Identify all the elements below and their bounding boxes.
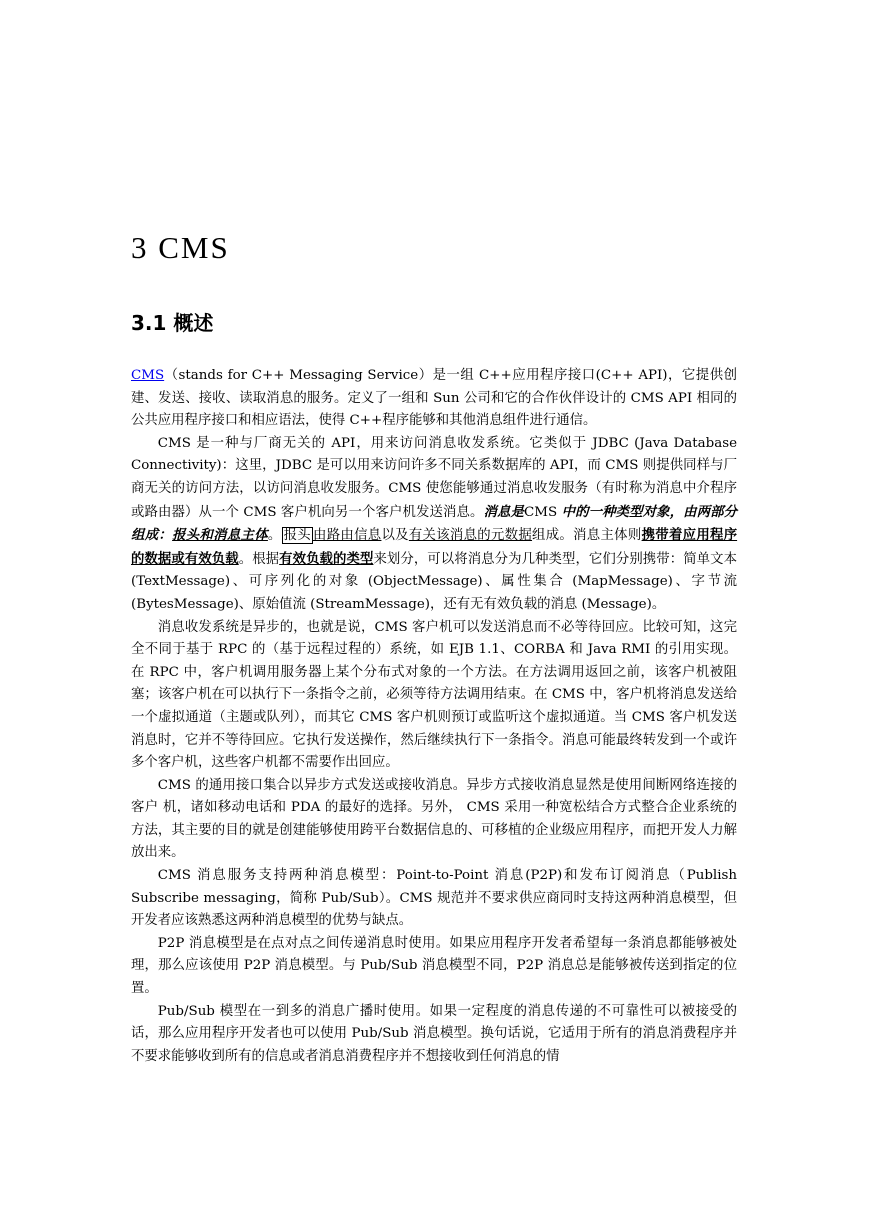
intro-text: （stands for C++ Messaging Service）是一组 C++应用程序接口(C++ API)，它提供创建、发送、接收、读取消息的服务。定义了一组和 Sun 公司和它的合作伙伴设计的 CMS API 相同的公共应用程序接口和相应语法，使得 C++程序能够和其他消息组件进行通信。 <box>131 368 737 429</box>
body-text <box>131 365 737 1068</box>
emphasis-underlined-text: 报头和消息主体 <box>172 527 268 544</box>
emphasis-text: 中的一种类型对象，由两部分组成： <box>131 503 738 544</box>
text-run: 以及 <box>381 528 409 544</box>
cms-link[interactable]: CMS <box>131 368 165 383</box>
section-title: 3.1 概述 <box>131 311 214 335</box>
paragraph-intro <box>131 365 737 433</box>
paragraph-async: 消息收发系统是异步的，也就是说，CMS 客户机可以发送消息而不必等待回应。比较可知，这完全不同于基于 RPC 的（基于远程过程的）系统，如 EJB 1.1、CORBA 和 Java RMI 的引用实现。在 RPC 中，客户机调用服务器上某个分布式对象的一个方法。在方法调用返回之前，该客户机被阻塞；该客户机在可以执行下一条指令之前，必须等待方法调用结束。在 CMS 中，客户机将消息发送给一个虚拟通道（主题或队列），而其它 CMS 客户机则预订或监听这个虚拟通道。当 CMS 客户机发送消息时，它并不等待回应。它执行发送操作，然后继续执行下一条指令。消息可能最终转发到一个或许多个客户机，这些客户机都不需要作出回应。 <box>131 619 737 771</box>
paragraph-models: CMS 消息服务支持两种消息模型：Point-to-Point 消息(P2P)和发布订阅消息（Publish Subscribe messaging，简称 Pub/Sub）。CMS 规范并不要求供应商同时支持这两种消息模型，但开发者应该熟悉这两种消息模型的优势与缺点。 <box>131 868 737 929</box>
bold-underlined-text: 携带着应用程序的数据或有效负载 <box>131 527 738 567</box>
paragraph-cms-api <box>131 433 737 617</box>
bold-underlined-text: 有效负载的类型 <box>279 550 374 567</box>
paragraph-pubsub: Pub/Sub 模型在一到多的消息广播时使用。如果一定程度的消息传递的不可靠性可以被接受的话，那么应用程序开发者也可以使用 Pub/Sub 消息模型。换句话说，它适用于所有的消息消费程序并不要求能够收到所有的信息或者消息消费程序并不想接收到任何消息的情 <box>131 1003 737 1064</box>
underlined-text: 由路由信息 <box>313 528 382 544</box>
text-run: 。根据 <box>238 551 280 567</box>
underlined-text: 有关该消息的元数据 <box>408 528 533 544</box>
text-run: 组成。消息主体则 <box>532 528 642 544</box>
text-run: CMS 是一种与厂商无关的 API，用来访问消息收发系统。它类似于 JDBC (Java Database Connectivity)：这里，JDBC 是可以用来访问许多不同关系数据库的 API，而 CMS 则提供同样与厂商无关的访问方法，以访问消息收发服务。CMS 使您能够通过消息收发服务（有时称为消息中介程序或路由器）从一个 CMS 客户机向另一个客户机发送消息。 <box>131 435 737 520</box>
paragraph-p2p: P2P 消息模型是在点对点之间传递消息时使用。如果应用程序开发者希望每一条消息都能够被处理，那么应该使用 P2P 消息模型。与 Pub/Sub 消息模型不同，P2P 消息总是能够被传送到指定的位置。 <box>131 935 737 997</box>
chapter-title: 3 CMS <box>131 230 230 265</box>
text-run: CMS <box>524 504 562 520</box>
paragraph-interfaces: CMS 的通用接口集合以异步方式发送或接收消息。异步方式接收消息显然是使用间断网络连接的客户 机，诸如移动电话和 PDA 的最好的选择。另外， CMS 采用一种宽松结合方式整合企业系统的方法，其主要的目的就是创建能够使用跨平台数据信息的、可移植的企业级应用程序，而把开发人力解放出来。 <box>131 777 737 861</box>
emphasis-text: 消息是 <box>483 503 525 520</box>
text-run: 来划分，可以将消息分为几种类型，它们分别携带：简单文本 (TextMessage)、可序列化的对象 (ObjectMessage)、属性集合 (MapMessage)、字节流 (BytesMessage)、原始值流 (StreamMessage)，还有无有效负载的消息 (Message)。 <box>131 551 738 612</box>
boxed-term-header: 报头 <box>283 528 311 544</box>
text-run: 。 <box>267 528 282 544</box>
